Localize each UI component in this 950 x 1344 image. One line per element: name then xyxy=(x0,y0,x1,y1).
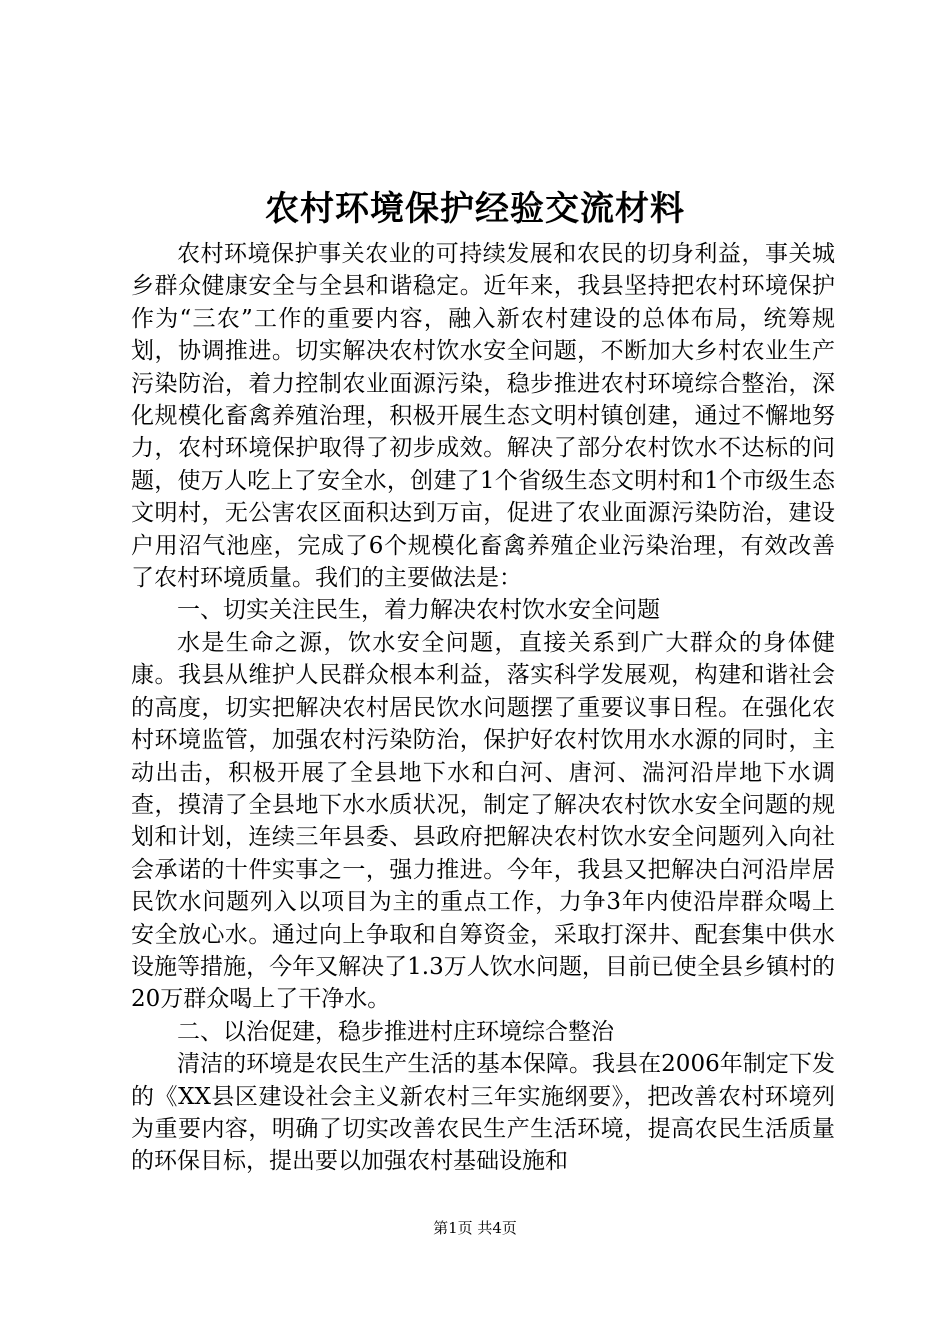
section-heading-2: 二、以治促建，稳步推进村庄环境综合整治 xyxy=(177,1018,614,1045)
document-body xyxy=(131,238,835,1178)
paragraph-section-2: 清洁的环境是农民生产生活的基本保障。我县在2006年制定下发的《XX县区建设社会主义新农村三年实施纲要》，把改善农村环境列为重要内容，明确了切实改善农民生产生活环境，提高农民生活质量的环保目标，提出要以加强农村基础设施和 xyxy=(131,1051,835,1175)
document-title: 农村环境保护经验交流材料 xyxy=(265,189,685,229)
paragraph-intro: 农村环境保护事关农业的可持续发展和农民的切身利益，事关城乡群众健康安全与全县和谐稳定。近年来，我县坚持把农村环境保护作为“三农”工作的重要内容，融入新农村建设的总体布局，统筹规划，协调推进。切实解决农村饮水安全问题，不断加大乡村农业生产污染防治，着力控制农业面源污染，稳步推进农村环境综合整治，深化规模化畜禽养殖治理，积极开展生态文明村镇创建，通过不懈地努力，农村环境保护取得了初步成效。解决了部分农村饮水不达标的问题，使万人吃上了安全水，创建了1个省级生态文明村和1个市级生态文明村，无公害农区面积达到万亩，促进了农业面源污染防治，建设户用沼气池座，完成了6个规模化畜禽养殖企业污染治理，有效改善了农村环境质量。我们的主要做法是： xyxy=(131,241,835,592)
section-heading-1: 一、切实关注民生，着力解决农村饮水安全问题 xyxy=(177,597,660,624)
page-footer: 第1页 共4页 xyxy=(433,1219,517,1237)
paragraph-section-1: 水是生命之源，饮水安全问题，直接关系到广大群众的身体健康。我县从维护人民群众根本利益，落实科学发展观，构建和谐社会的高度，切实把解决农村居民饮水问题摆了重要议事日程。在强化农村环境监管，加强农村污染防治，保护好农村饮用水水源的同时，主动出击，积极开展了全县地下水和白河、唐河、湍河沿岸地下水调查，摸清了全县地下水水质状况，制定了解决农村饮水安全问题的规划和计划，连续三年县委、县政府把解决农村饮水安全问题列入向社会承诺的十件实事之一，强力推进。今年，我县又把解决白河沿岸居民饮水问题列入以项目为主的重点工作，力争3年内使沿岸群众喝上安全放心水。通过向上争取和自筹资金，采取打深井、配套集中供水设施等措施，今年又解决了1.3万人饮水问题，目前已使全县乡镇村的20万群众喝上了干净水。 xyxy=(131,629,835,1013)
